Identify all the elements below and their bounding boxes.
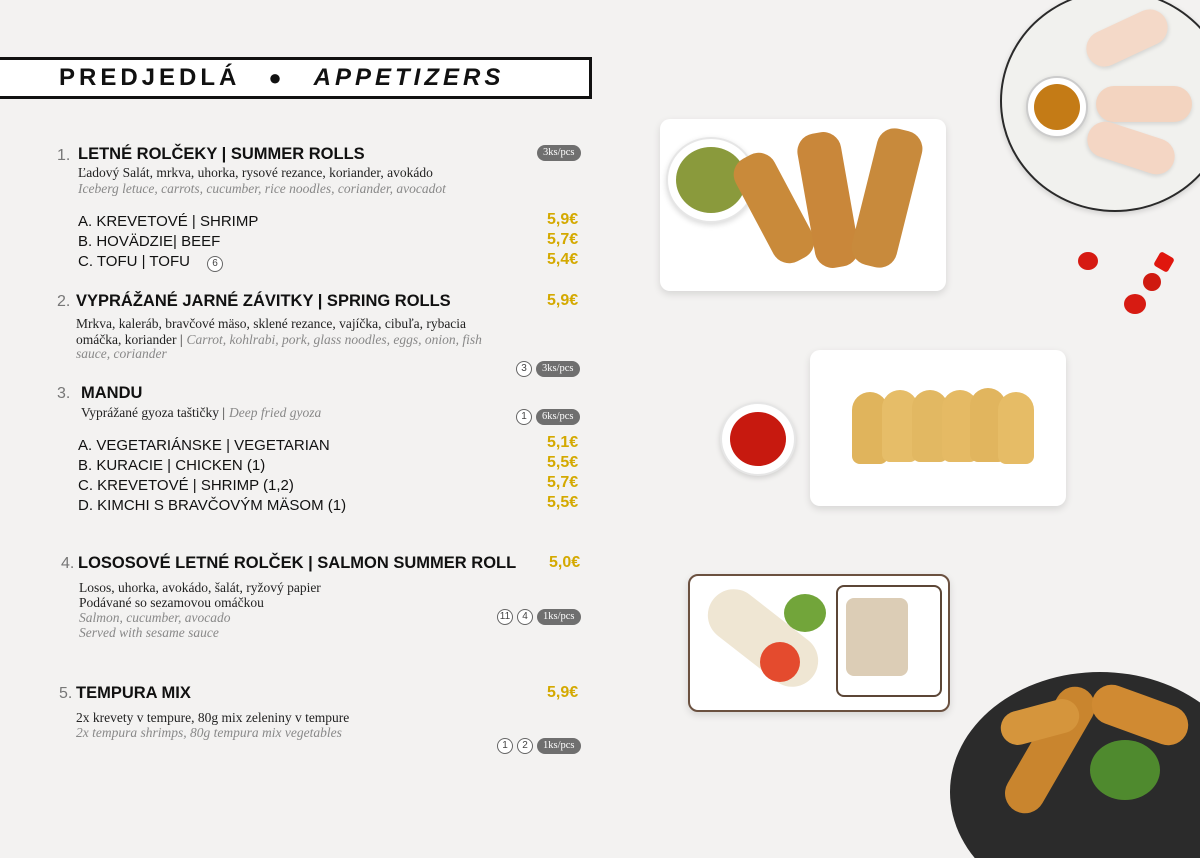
item-title: LETNÉ ROLČEKY | SUMMER ROLLS: [78, 145, 365, 163]
allergen-icon: 2: [517, 738, 533, 754]
allergen-icon: 6: [207, 256, 223, 272]
item-desc-en: Carrot, kohlrabi, pork, glass noodles, eggs, onion, fish: [186, 332, 482, 347]
variant-label: B. KURACIE | CHICKEN (1): [78, 457, 266, 474]
variant-price: 5,4€: [547, 251, 579, 268]
item-desc-sk: Losos, uhorka, avokádo, šalát, ryžový papier: [79, 580, 321, 595]
variant-price: 5,7€: [547, 231, 579, 248]
variant-price: 5,9€: [547, 211, 579, 228]
item-number: 5.: [59, 685, 73, 702]
allergen-icon: 11: [497, 609, 513, 625]
pieces-badge: 1ks/pcs: [537, 609, 581, 625]
item-desc-en: sauce, coriander: [76, 346, 167, 361]
variant-price: 5,5€: [547, 454, 579, 471]
item-desc-en: Iceberg letuce, carrots, cucumber, rice noodles, coriander, avocadot: [78, 181, 446, 196]
item-title: VYPRÁŽANÉ JARNÉ ZÁVITKY | SPRING ROLLS: [76, 292, 451, 310]
variant-label: A. VEGETARIÁNSKE | VEGETARIAN: [78, 437, 330, 454]
item-desc-sk: Ľadový Salát, mrkva, uhorka, rysové rezance, koriander, avokádo: [78, 165, 433, 180]
variant-label: C. KREVETOVÉ | SHRIMP (1,2): [78, 477, 294, 494]
item-desc-en: Salmon, cucumber, avocado: [79, 610, 231, 625]
item-title: LOSOSOVÉ LETNÉ ROLČEK | SALMON SUMMER ROLL: [78, 554, 517, 572]
variant-price: 5,5€: [547, 494, 579, 511]
pieces-badge: 1ks/pcs: [537, 738, 581, 754]
item-price: 5,9€: [547, 684, 579, 701]
allergen-icon: 1: [497, 738, 513, 754]
allergen-icon: 3: [516, 361, 532, 377]
item-tags: [516, 409, 580, 425]
item-desc-sk: Vyprážané gyoza taštičky |: [81, 405, 226, 420]
variant-label: D. KIMCHI S BRAVČOVÝM MÄSOM (1): [78, 497, 347, 514]
item-desc-sk: omáčka, koriander |: [76, 332, 183, 347]
pieces-badge: 3ks/pcs: [537, 145, 581, 161]
allergen-icon: 1: [516, 409, 532, 425]
item-tags: [516, 361, 580, 377]
item-desc-en: Deep fried gyoza: [229, 405, 322, 420]
variant-label: C. TOFU | TOFU: [78, 253, 190, 270]
item-number: 3.: [57, 385, 71, 402]
item-number: 4.: [61, 555, 75, 572]
header-separator: ●: [268, 65, 286, 90]
item-desc-sk: Mrkva, kaleráb, bravčové mäso, sklené rezance, vajíčka, cibuľa, rybacia: [76, 316, 467, 331]
allergen-icon: 4: [517, 609, 533, 625]
item-price: 5,0€: [549, 554, 581, 571]
item-desc-line: [81, 404, 321, 422]
variant-price: 5,7€: [547, 474, 579, 491]
variant-label: B. HOVÄDZIE| BEEF: [78, 233, 221, 250]
item-title: MANDU: [81, 384, 143, 402]
item-tags: [497, 738, 581, 754]
item-desc-sk: Podávané so sezamovou omáčkou: [79, 595, 264, 610]
item-desc-en: 2x tempura shrimps, 80g tempura mix vegetables: [76, 725, 342, 740]
item-number: 1.: [57, 147, 71, 164]
item-price: 5,9€: [547, 292, 579, 309]
pieces-badge: 3ks/pcs: [536, 361, 580, 377]
item-number: 2.: [57, 293, 71, 310]
item-title: TEMPURA MIX: [76, 684, 191, 702]
variant-label: A. KREVETOVÉ | SHRIMP: [78, 213, 259, 230]
variant-price: 5,1€: [547, 434, 579, 451]
header-en: APPETIZERS: [313, 64, 505, 91]
header-sk: PREDJEDLÁ: [59, 64, 241, 91]
item-tags: [497, 609, 581, 625]
item-desc-en: Served with sesame sauce: [79, 625, 219, 640]
pieces-badge: 6ks/pcs: [536, 409, 580, 425]
section-header: [0, 57, 592, 99]
item-desc-sk: 2x krevety v tempure, 80g mix zeleniny v tempure: [76, 710, 350, 725]
